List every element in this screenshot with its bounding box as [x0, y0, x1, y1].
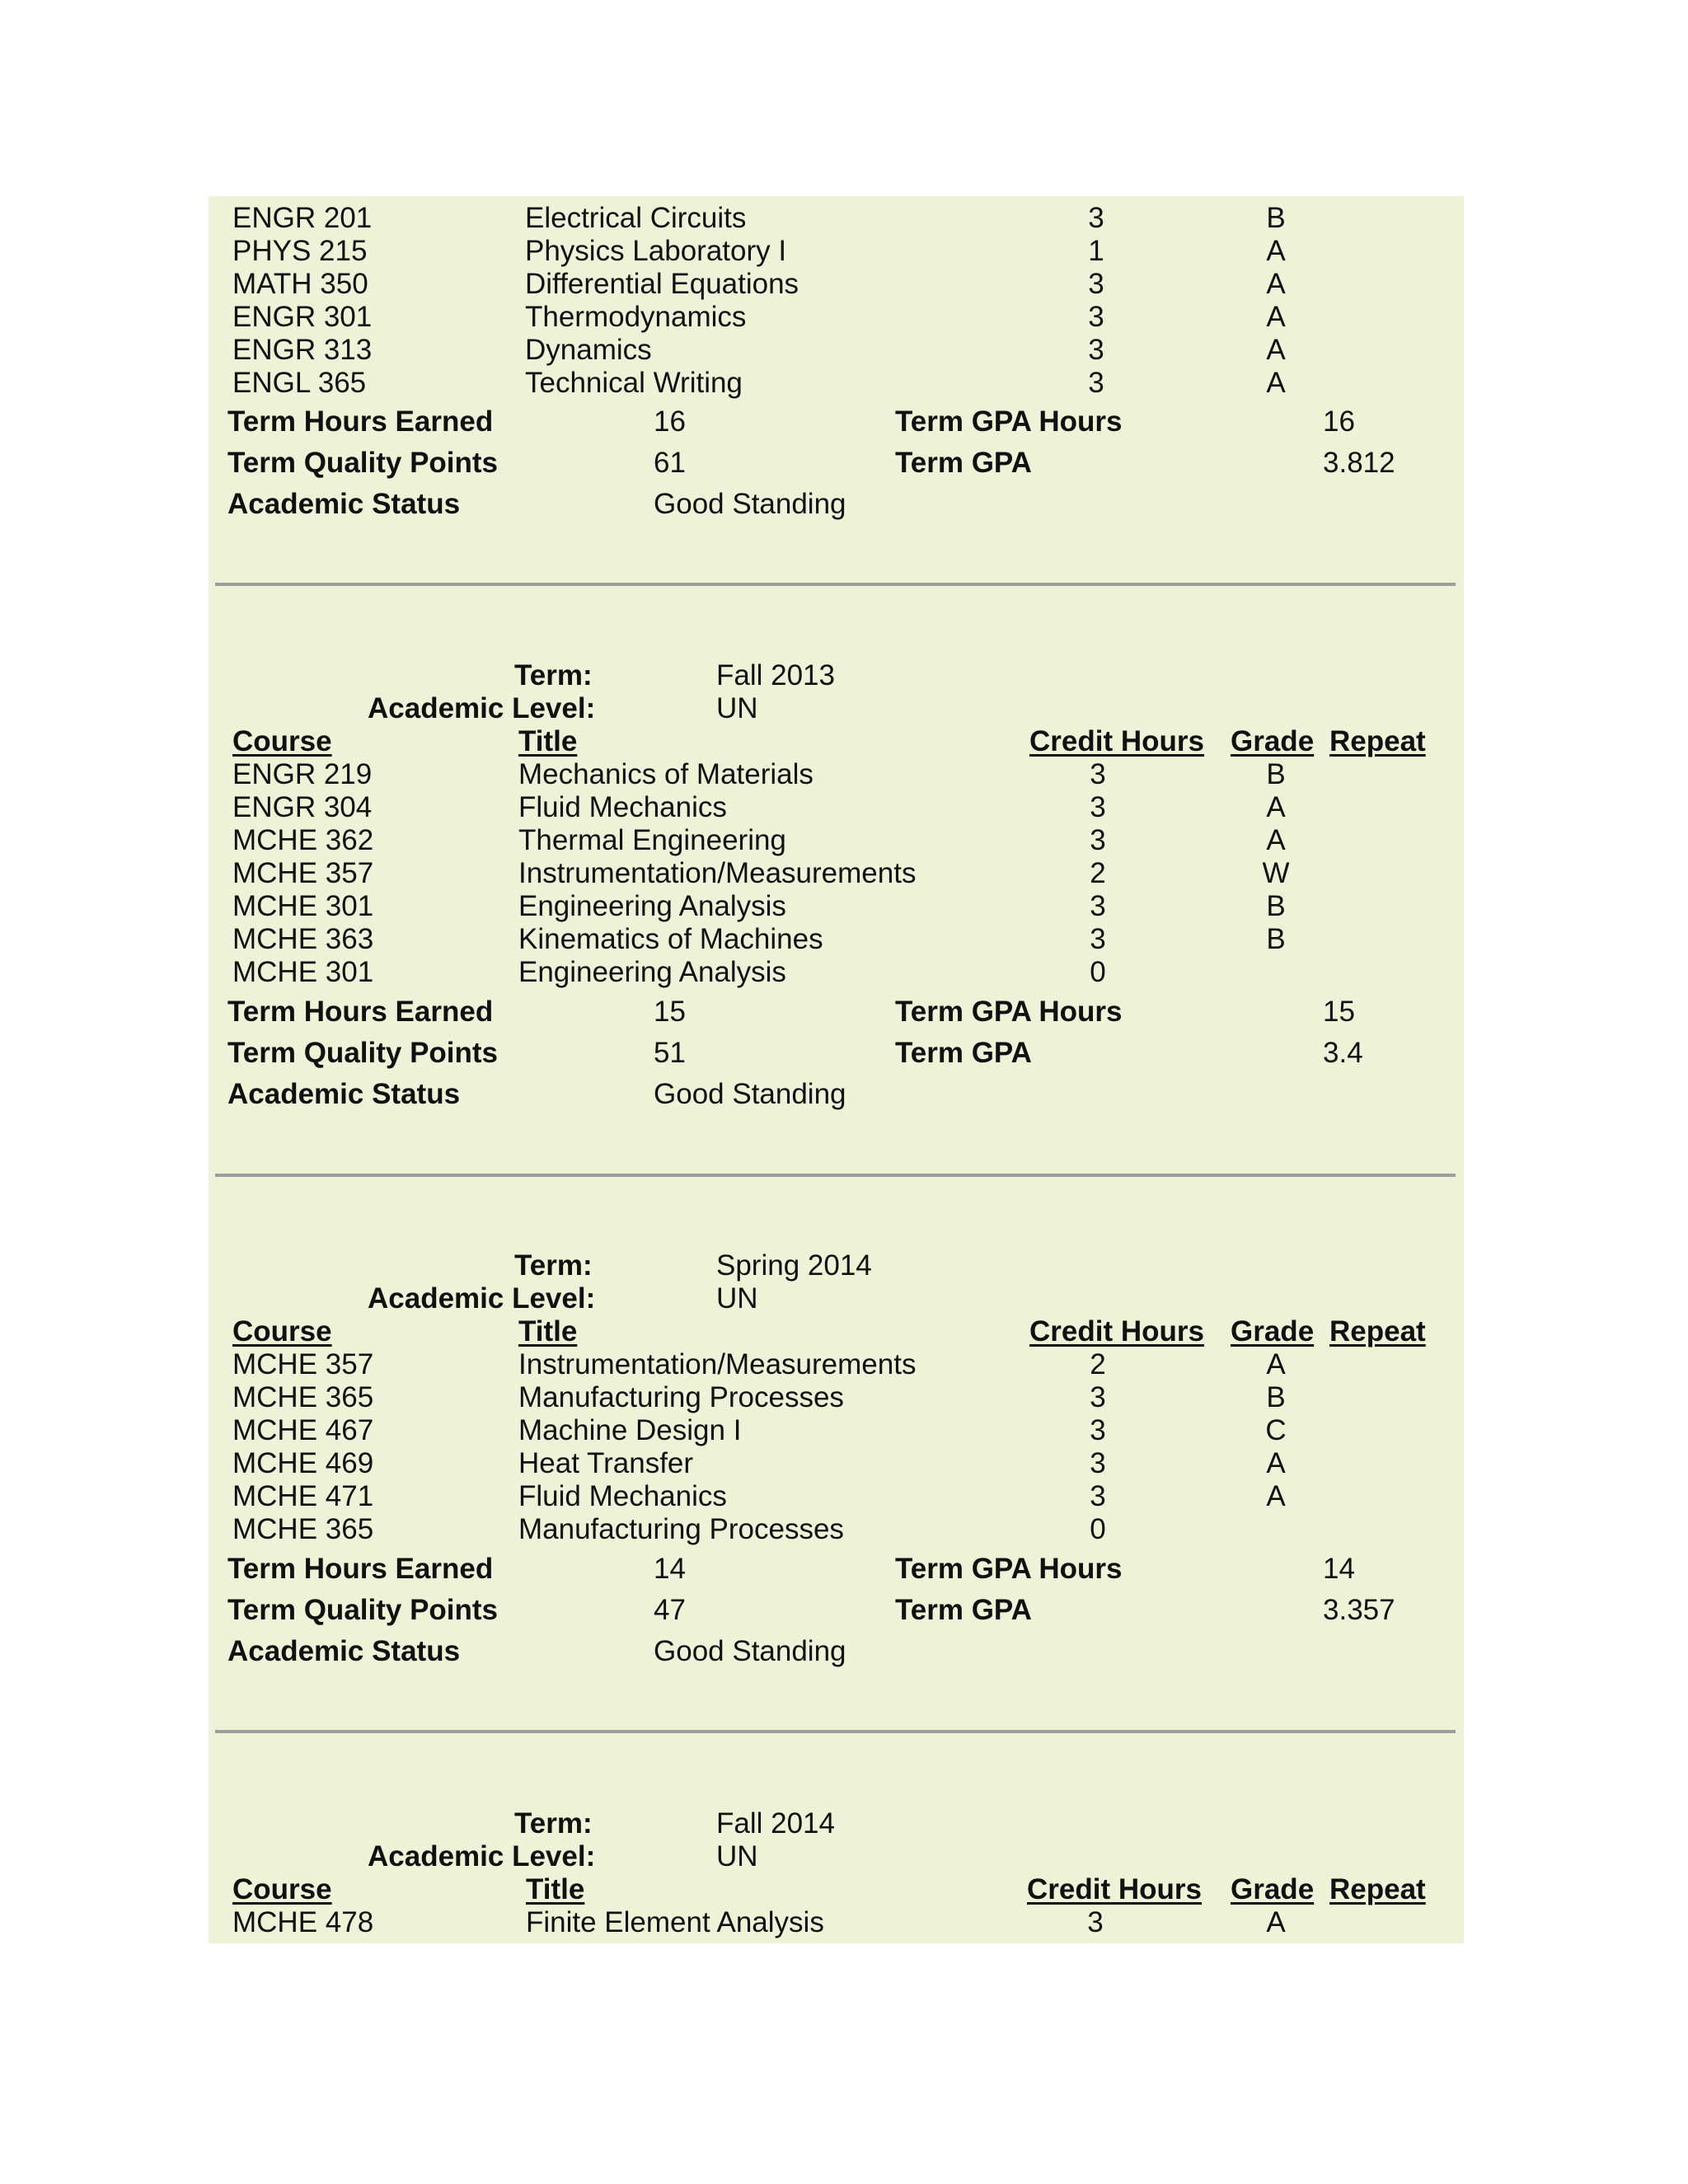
course-code: ENGR 219 — [232, 758, 373, 790]
transcript-panel — [209, 196, 1464, 1943]
grade: A — [1266, 1906, 1286, 1938]
header-course: Course — [232, 1873, 332, 1905]
header-grade: Grade — [1231, 725, 1315, 757]
credit-hours: 3 — [1090, 758, 1106, 790]
term-quality-points-value: 61 — [654, 447, 686, 479]
header-course: Course — [232, 1315, 332, 1347]
credit-hours: 3 — [1090, 1381, 1106, 1413]
credit-hours: 3 — [1087, 1906, 1104, 1938]
course-code: MCHE 365 — [232, 1513, 374, 1545]
course-code: MCHE 478 — [232, 1906, 374, 1938]
academic-level-value: UN — [716, 1840, 758, 1872]
term-gpa-hours-label: Term GPA Hours — [895, 1553, 1123, 1585]
credit-hours: 3 — [1088, 301, 1104, 333]
course-title: Thermodynamics — [525, 301, 747, 333]
grade: A — [1266, 367, 1286, 399]
course-code: MCHE 469 — [232, 1447, 374, 1479]
header-title: Title — [518, 725, 578, 757]
course-title: Dynamics — [525, 334, 652, 366]
term-label: Term: — [514, 1807, 593, 1840]
term-gpa-hours-value: 16 — [1323, 405, 1355, 438]
grade: A — [1266, 824, 1286, 856]
grade: B — [1266, 202, 1286, 234]
course-title: Kinematics of Machines — [518, 923, 823, 955]
term-gpa-hours-label: Term GPA Hours — [895, 405, 1123, 438]
course-title: Mechanics of Materials — [518, 758, 814, 790]
term-hours-earned-value: 15 — [654, 996, 686, 1028]
grade: B — [1266, 923, 1286, 955]
academic-status-value: Good Standing — [654, 1635, 846, 1667]
grade: A — [1266, 1348, 1286, 1380]
credit-hours: 1 — [1088, 235, 1104, 267]
credit-hours: 2 — [1090, 857, 1106, 889]
credit-hours: 3 — [1088, 202, 1104, 234]
term-label: Term: — [514, 659, 593, 691]
course-title: Manufacturing Processes — [518, 1513, 844, 1545]
header-repeat: Repeat — [1329, 1315, 1426, 1347]
credit-hours: 3 — [1090, 1447, 1106, 1479]
header-repeat: Repeat — [1329, 725, 1426, 757]
credit-hours: 3 — [1090, 1480, 1106, 1512]
grade: B — [1266, 890, 1286, 922]
grade: C — [1265, 1414, 1287, 1446]
term-hours-earned-label: Term Hours Earned — [227, 405, 494, 438]
academic-status-value: Good Standing — [654, 1078, 846, 1110]
course-title: Engineering Analysis — [518, 956, 786, 988]
course-code: MCHE 357 — [232, 1348, 374, 1380]
academic-level-label: Academic Level: — [368, 692, 596, 724]
term-quality-points-value: 47 — [654, 1594, 686, 1626]
grade: A — [1266, 301, 1286, 333]
term-gpa-hours-value: 15 — [1323, 996, 1355, 1028]
grade: A — [1266, 1480, 1286, 1512]
header-repeat: Repeat — [1329, 1873, 1426, 1905]
course-code: MCHE 301 — [232, 890, 374, 922]
term-gpa-label: Term GPA — [895, 1037, 1032, 1069]
course-code: MCHE 365 — [232, 1381, 374, 1413]
academic-status-label: Academic Status — [227, 488, 461, 520]
grade: A — [1266, 791, 1286, 823]
course-code: MCHE 363 — [232, 923, 374, 955]
course-code: ENGR 304 — [232, 791, 373, 823]
academic-status-label: Academic Status — [227, 1635, 461, 1667]
course-title: Physics Laboratory I — [525, 235, 787, 267]
term-quality-points-label: Term Quality Points — [227, 1037, 499, 1069]
course-title: Thermal Engineering — [518, 824, 786, 856]
academic-level-label: Academic Level: — [368, 1840, 596, 1872]
term-value: Fall 2014 — [716, 1807, 835, 1840]
credit-hours: 3 — [1090, 791, 1106, 823]
course-code: MCHE 357 — [232, 857, 374, 889]
credit-hours: 2 — [1090, 1348, 1106, 1380]
term-label: Term: — [514, 1249, 593, 1282]
header-credit-hours: Credit Hours — [1029, 725, 1204, 757]
course-title: Fluid Mechanics — [518, 791, 727, 823]
course-title: Differential Equations — [525, 268, 799, 300]
term-hours-earned-value: 14 — [654, 1553, 686, 1585]
academic-level-label: Academic Level: — [368, 1282, 596, 1315]
course-title: Instrumentation/Measurements — [518, 1348, 917, 1380]
credit-hours: 3 — [1090, 1414, 1106, 1446]
header-course: Course — [232, 725, 332, 757]
grade: B — [1266, 1381, 1286, 1413]
course-title: Fluid Mechanics — [518, 1480, 727, 1512]
credit-hours: 3 — [1088, 268, 1104, 300]
grade: A — [1266, 334, 1286, 366]
academic-status-label: Academic Status — [227, 1078, 461, 1110]
course-code: MCHE 301 — [232, 956, 374, 988]
course-code: ENGL 365 — [232, 367, 367, 399]
term-divider — [215, 1730, 1456, 1733]
header-credit-hours: Credit Hours — [1029, 1315, 1204, 1347]
term-divider — [215, 583, 1456, 586]
term-value: Spring 2014 — [716, 1249, 872, 1282]
course-title: Manufacturing Processes — [518, 1381, 844, 1413]
credit-hours: 3 — [1090, 923, 1106, 955]
header-grade: Grade — [1231, 1873, 1315, 1905]
academic-level-value: UN — [716, 1282, 758, 1315]
course-code: ENGR 301 — [232, 301, 373, 333]
header-credit-hours: Credit Hours — [1027, 1873, 1202, 1905]
grade: A — [1266, 1447, 1286, 1479]
term-hours-earned-label: Term Hours Earned — [227, 1553, 494, 1585]
term-value: Fall 2013 — [716, 659, 835, 691]
term-divider — [215, 1174, 1456, 1177]
course-code: ENGR 313 — [232, 334, 373, 366]
course-title: Electrical Circuits — [525, 202, 747, 234]
course-title: Machine Design I — [518, 1414, 742, 1446]
term-hours-earned-value: 16 — [654, 405, 686, 438]
term-gpa-value: 3.812 — [1323, 447, 1395, 479]
course-title: Engineering Analysis — [518, 890, 786, 922]
course-title: Heat Transfer — [518, 1447, 694, 1479]
term-quality-points-value: 51 — [654, 1037, 686, 1069]
course-code: PHYS 215 — [232, 235, 368, 267]
term-gpa-label: Term GPA — [895, 1594, 1032, 1626]
grade: W — [1262, 857, 1290, 889]
term-gpa-hours-label: Term GPA Hours — [895, 996, 1123, 1028]
credit-hours: 3 — [1088, 334, 1104, 366]
credit-hours: 3 — [1088, 367, 1104, 399]
term-hours-earned-label: Term Hours Earned — [227, 996, 494, 1028]
credit-hours: 3 — [1090, 824, 1106, 856]
credit-hours: 0 — [1090, 956, 1106, 988]
header-title: Title — [518, 1315, 578, 1347]
credit-hours: 0 — [1090, 1513, 1106, 1545]
term-gpa-label: Term GPA — [895, 447, 1032, 479]
academic-status-value: Good Standing — [654, 488, 846, 520]
course-title: Finite Element Analysis — [526, 1906, 824, 1938]
academic-level-value: UN — [716, 692, 758, 724]
term-gpa-value: 3.357 — [1323, 1594, 1395, 1626]
course-code: MCHE 471 — [232, 1480, 374, 1512]
grade: A — [1266, 268, 1286, 300]
term-quality-points-label: Term Quality Points — [227, 447, 499, 479]
course-code: ENGR 201 — [232, 202, 373, 234]
header-grade: Grade — [1231, 1315, 1315, 1347]
course-code: MCHE 467 — [232, 1414, 374, 1446]
course-code: MCHE 362 — [232, 824, 374, 856]
grade: B — [1266, 758, 1286, 790]
course-code: MATH 350 — [232, 268, 368, 300]
course-title: Technical Writing — [525, 367, 743, 399]
course-title: Instrumentation/Measurements — [518, 857, 917, 889]
credit-hours: 3 — [1090, 890, 1106, 922]
grade: A — [1266, 235, 1286, 267]
header-title: Title — [526, 1873, 585, 1905]
term-gpa-hours-value: 14 — [1323, 1553, 1355, 1585]
term-gpa-value: 3.4 — [1323, 1037, 1363, 1069]
term-quality-points-label: Term Quality Points — [227, 1594, 499, 1626]
